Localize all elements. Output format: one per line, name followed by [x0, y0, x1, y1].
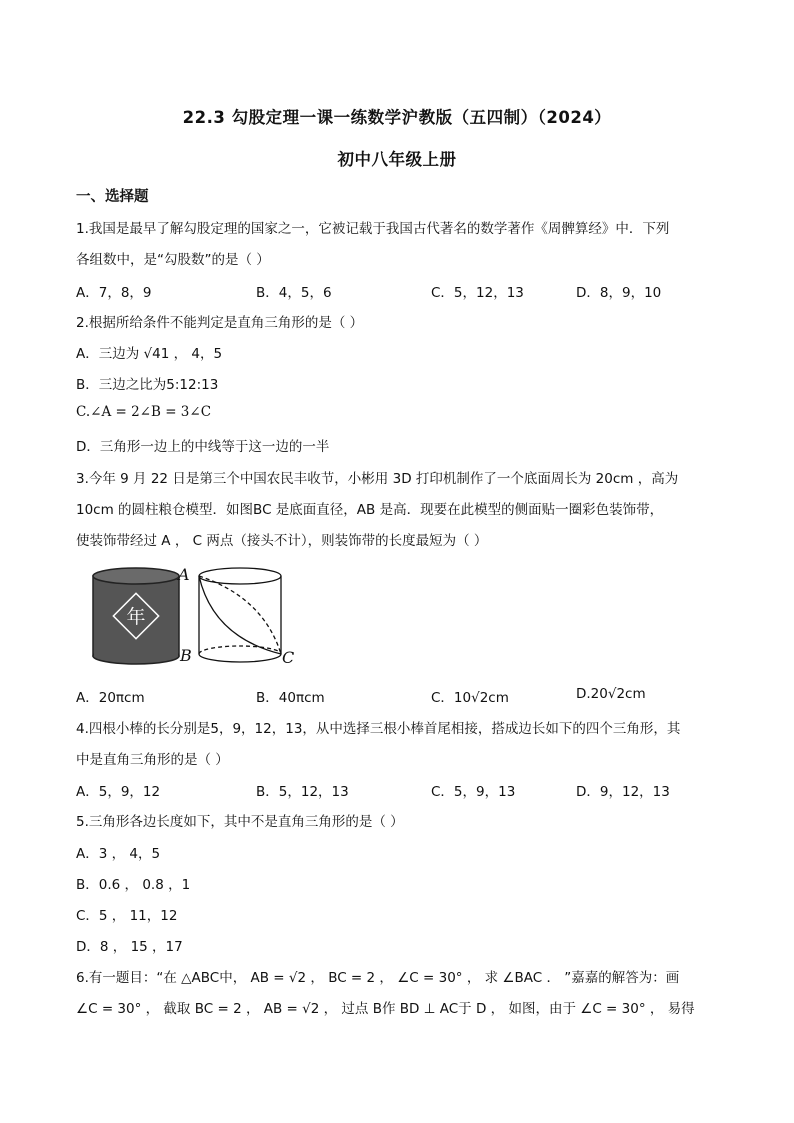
q5-stem: 5.三角形各边长度如下，其中不是直角三角形的是（ ）: [76, 814, 404, 830]
q5-option-d: D．8 ， 15 ，17: [76, 939, 183, 955]
q1-options: [76, 281, 736, 301]
q2-stem: 2.根据所给条件不能判定是直角三角形的是（ ）: [76, 315, 364, 331]
section-heading: 一、选择题: [76, 189, 149, 205]
q5-option-a: A．3 ， 4，5: [76, 846, 161, 862]
q3-option-c: C．10√2cm: [431, 690, 509, 706]
point-c-label: C: [282, 648, 295, 667]
q4-option-c: C．5，9，13: [431, 784, 516, 800]
q4-option-a: A．5，9，12: [76, 784, 161, 800]
q4-stem-line1: 4.四根小棒的长分别是5，9，12，13，从中选择三根小棒首尾相接，搭成边长如下的四个三角形，其: [76, 721, 681, 737]
q1-stem-line2: 各组数中，是“勾股数”的是（ ）: [76, 252, 270, 268]
q1-option-b: B．4，5，6: [256, 285, 332, 301]
q2-option-c: C.∠A = 2∠B = 3∠C: [76, 404, 212, 420]
wireframe-cylinder: [199, 568, 281, 662]
page-subtitle: 初中八年级上册: [337, 150, 457, 169]
q1-option-c: C．5，12，13: [431, 285, 524, 301]
q1-stem-line1: 1.我国是最早了解勾股定理的国家之一，它被记载于我国古代著名的数学著作《周髀算经》中．下列: [76, 221, 670, 237]
cylinder-figure: [88, 562, 308, 672]
q3-options: [76, 686, 736, 706]
q3-stem-line2: 10cm 的圆柱粮仓模型．如图BC 是底面直径，AB 是高．现要在此模型的侧面贴一圈彩色装饰带，: [76, 502, 664, 518]
q3-option-a: A．20πcm: [76, 690, 145, 706]
q6-stem-line2: ∠C = 30° ， 截取 BC = 2 ， AB = √2 ， 过点 B作 BD ⊥ AC于 D ， 如图，由于 ∠C = 30° ， 易得: [76, 1001, 695, 1017]
q3-stem-line3: 使装饰带经过 A ， C 两点（接头不计），则装饰带的长度最短为（ ）: [76, 533, 488, 549]
q5-option-b: B．0.6 ， 0.8 ，1: [76, 877, 191, 893]
point-a-label: A: [178, 565, 190, 584]
q2-option-d: D．三角形一边上的中线等于这一边的一半: [76, 439, 330, 455]
q2-option-a: A．三边为 √41 ， 4，5: [76, 346, 223, 362]
granary-cylinder-illustration: [93, 568, 179, 664]
q4-option-b: B．5，12，13: [256, 784, 349, 800]
q4-stem-line2: 中是直角三角形的是（ ）: [76, 752, 229, 768]
q3-option-d: D.20√2cm: [576, 686, 646, 702]
q3-stem-line1: 3.今年 9 月 22 日是第三个中国农民丰收节，小彬用 3D 打印机制作了一个底面周长为 20cm ，高为: [76, 471, 679, 487]
q4-option-d: D．9，12，13: [576, 784, 670, 800]
granary-label-char: 年: [126, 606, 146, 628]
point-b-label: B: [180, 646, 192, 665]
q6-stem-line1: 6.有一题目：“在 △ABC中， AB = √2 ， BC = 2 ， ∠C = 30° ， 求 ∠BAC ． ”嘉嘉的解答为：画: [76, 970, 680, 986]
q2-option-b: B．三边之比为5:12:13: [76, 377, 219, 393]
q3-option-b: B．40πcm: [256, 690, 325, 706]
q1-option-d: D．8，9，10: [576, 285, 662, 301]
page-title: 22.3 勾股定理一课一练数学沪教版（五四制）（2024）: [182, 108, 612, 127]
q4-options: [76, 780, 736, 800]
q5-option-c: C．5 ， 11，12: [76, 908, 178, 924]
q1-option-a: A．7，8，9: [76, 285, 152, 301]
